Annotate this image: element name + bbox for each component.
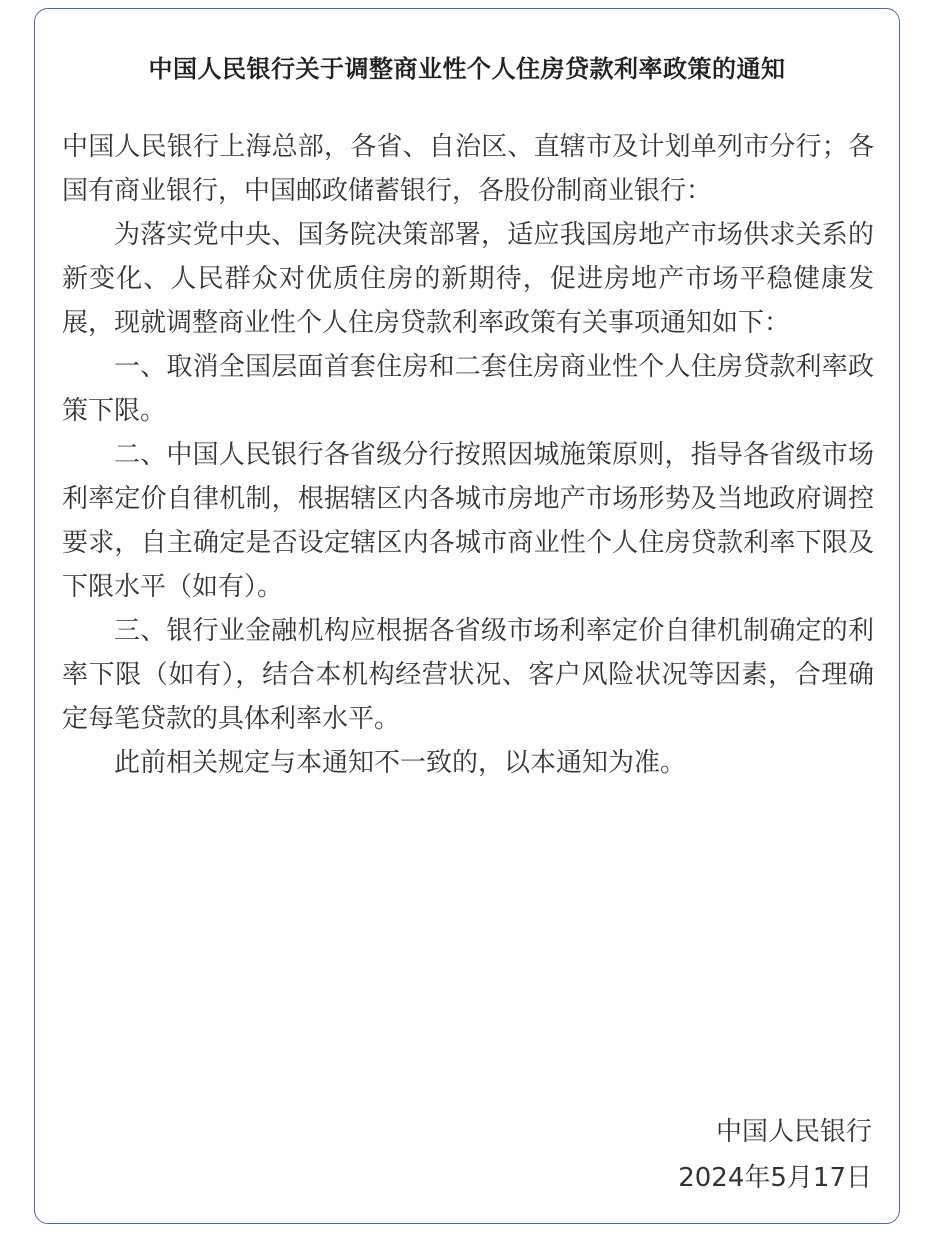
- issuer-name: 中国人民银行: [715, 1117, 872, 1147]
- closing-paragraph: 此前相关规定与本通知不一致的，以本通知为准。: [114, 748, 687, 778]
- signature-block: [678, 1109, 872, 1201]
- policy-item-1: 一、取消全国层面首套住房和二套住房商业性个人住房贷款利率政策下限。: [62, 352, 874, 426]
- addressee-paragraph: 中国人民银行上海总部，各省、自治区、直辖市及计划单列市分行；各国有商业银行，中国邮政储蓄银行，各股份制商业银行：: [62, 132, 874, 206]
- issue-date: 2024年5月17日: [678, 1163, 872, 1193]
- notice-body: [62, 125, 874, 785]
- notice-title: 中国人民银行关于调整商业性个人住房贷款利率政策的通知: [148, 55, 786, 83]
- policy-item-3: 三、银行业金融机构应根据各省级市场利率定价自律机制确定的利率下限（如有），结合本机构经营状况、客户风险状况等因素，合理确定每笔贷款的具体利率水平。: [62, 616, 874, 734]
- notice-document: [34, 8, 900, 1224]
- policy-item-2: 二、中国人民银行各省级分行按照因城施策原则，指导各省级市场利率定价自律机制，根据辖区内各城市房地产市场形势及当地政府调控要求，自主确定是否设定辖区内各城市商业性个人住房贷款利率下限及下限水平（如有）。: [62, 440, 874, 602]
- intro-paragraph: 为落实党中央、国务院决策部署，适应我国房地产市场供求关系的新变化、人民群众对优质住房的新期待，促进房地产市场平稳健康发展，现就调整商业性个人住房贷款利率政策有关事项通知如下：: [62, 220, 874, 338]
